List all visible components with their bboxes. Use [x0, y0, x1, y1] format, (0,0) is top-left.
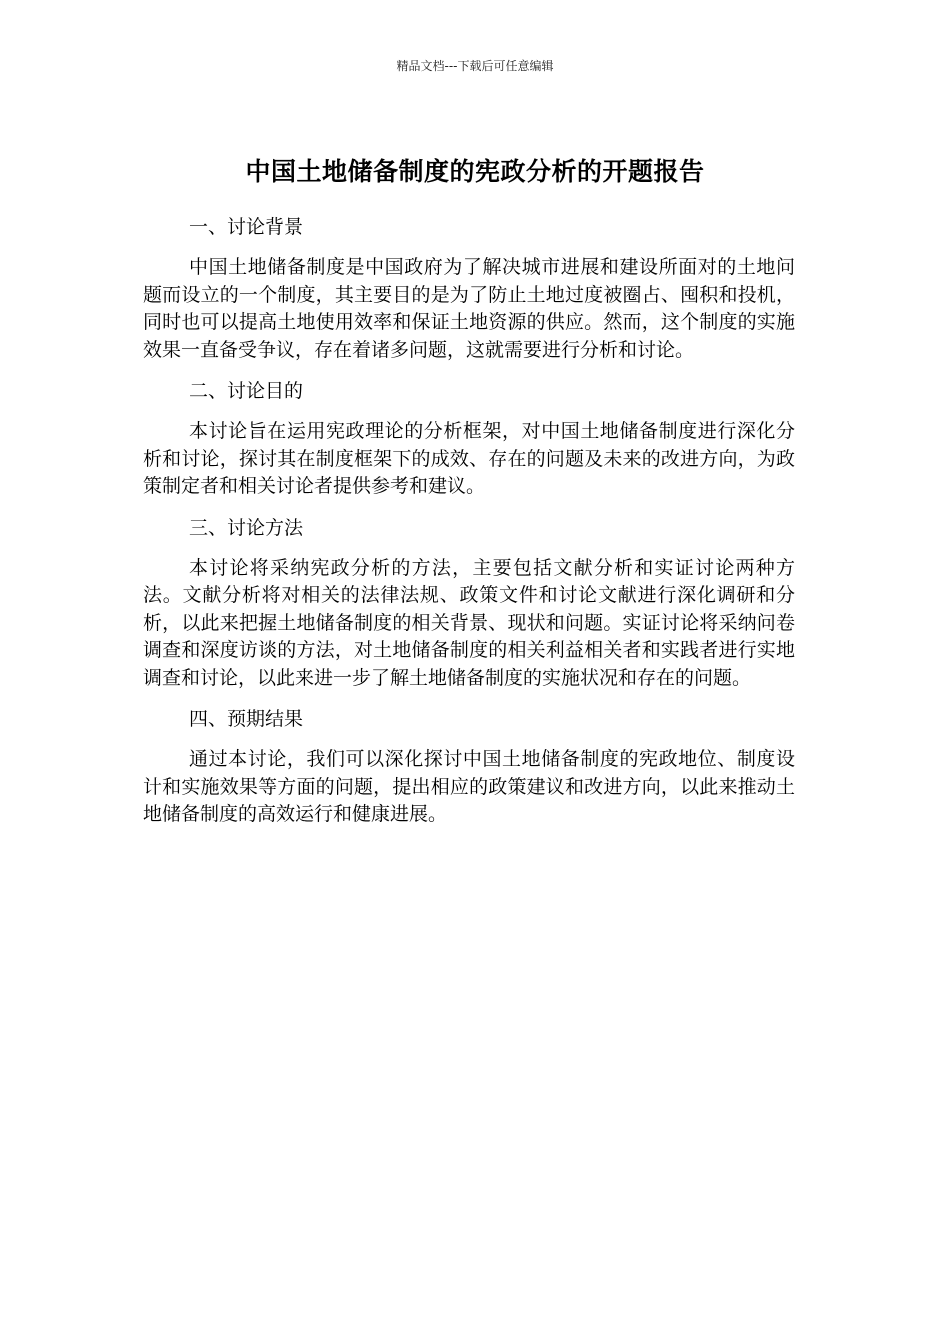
- section-heading-expected-results: 四、预期结果: [189, 708, 304, 730]
- section-heading-method: 三、讨论方法: [189, 516, 304, 539]
- document-body: [143, 213, 795, 842]
- section-body-method: 本讨论将采纳宪政分析的方法，主要包括文献分析和实证讨论两种方法。文献分析将对相关的法律法规、政策文件和讨论文献进行深化调研和分析，以此来把握土地储备制度的相关背景、现状和问题。实证讨论将采纳问卷调查和深度访谈的方法，对土地储备制度的相关利益相关者和实践者进行实地调查和讨论，以此来进一步了解土地储备制度的实施状况和存在的问题。: [143, 556, 795, 689]
- document-title: 中国土地储备制度的宪政分析的开题报告: [245, 156, 705, 186]
- section-heading-background: 一、讨论背景: [189, 216, 304, 238]
- section-heading-purpose: 二、讨论目的: [189, 380, 304, 402]
- page-header: 精品文档---下载后可任意编辑: [396, 59, 554, 73]
- section-body-purpose: 本讨论旨在运用宪政理论的分析框架，对中国土地储备制度进行深化分析和讨论，探讨其在制度框架下的成效、存在的问题及未来的改进方向，为政策制定者和相关讨论者提供参考和建议。: [143, 420, 795, 497]
- section-body-expected-results: 通过本讨论，我们可以深化探讨中国土地储备制度的宪政地位、制度设计和实施效果等方面的问题，提出相应的政策建议和改进方向，以此来推动土地储备制度的高效运行和健康进展。: [143, 748, 795, 825]
- section-body-background: 中国土地储备制度是中国政府为了解决城市进展和建设所面对的土地问题而设立的一个制度，其主要目的是为了防止土地过度被圈占、囤积和投机，同时也可以提高土地使用效率和保证土地资源的供应。然而，这个制度的实施效果一直备受争议，存在着诸多问题，这就需要进行分析和讨论。: [143, 256, 795, 361]
